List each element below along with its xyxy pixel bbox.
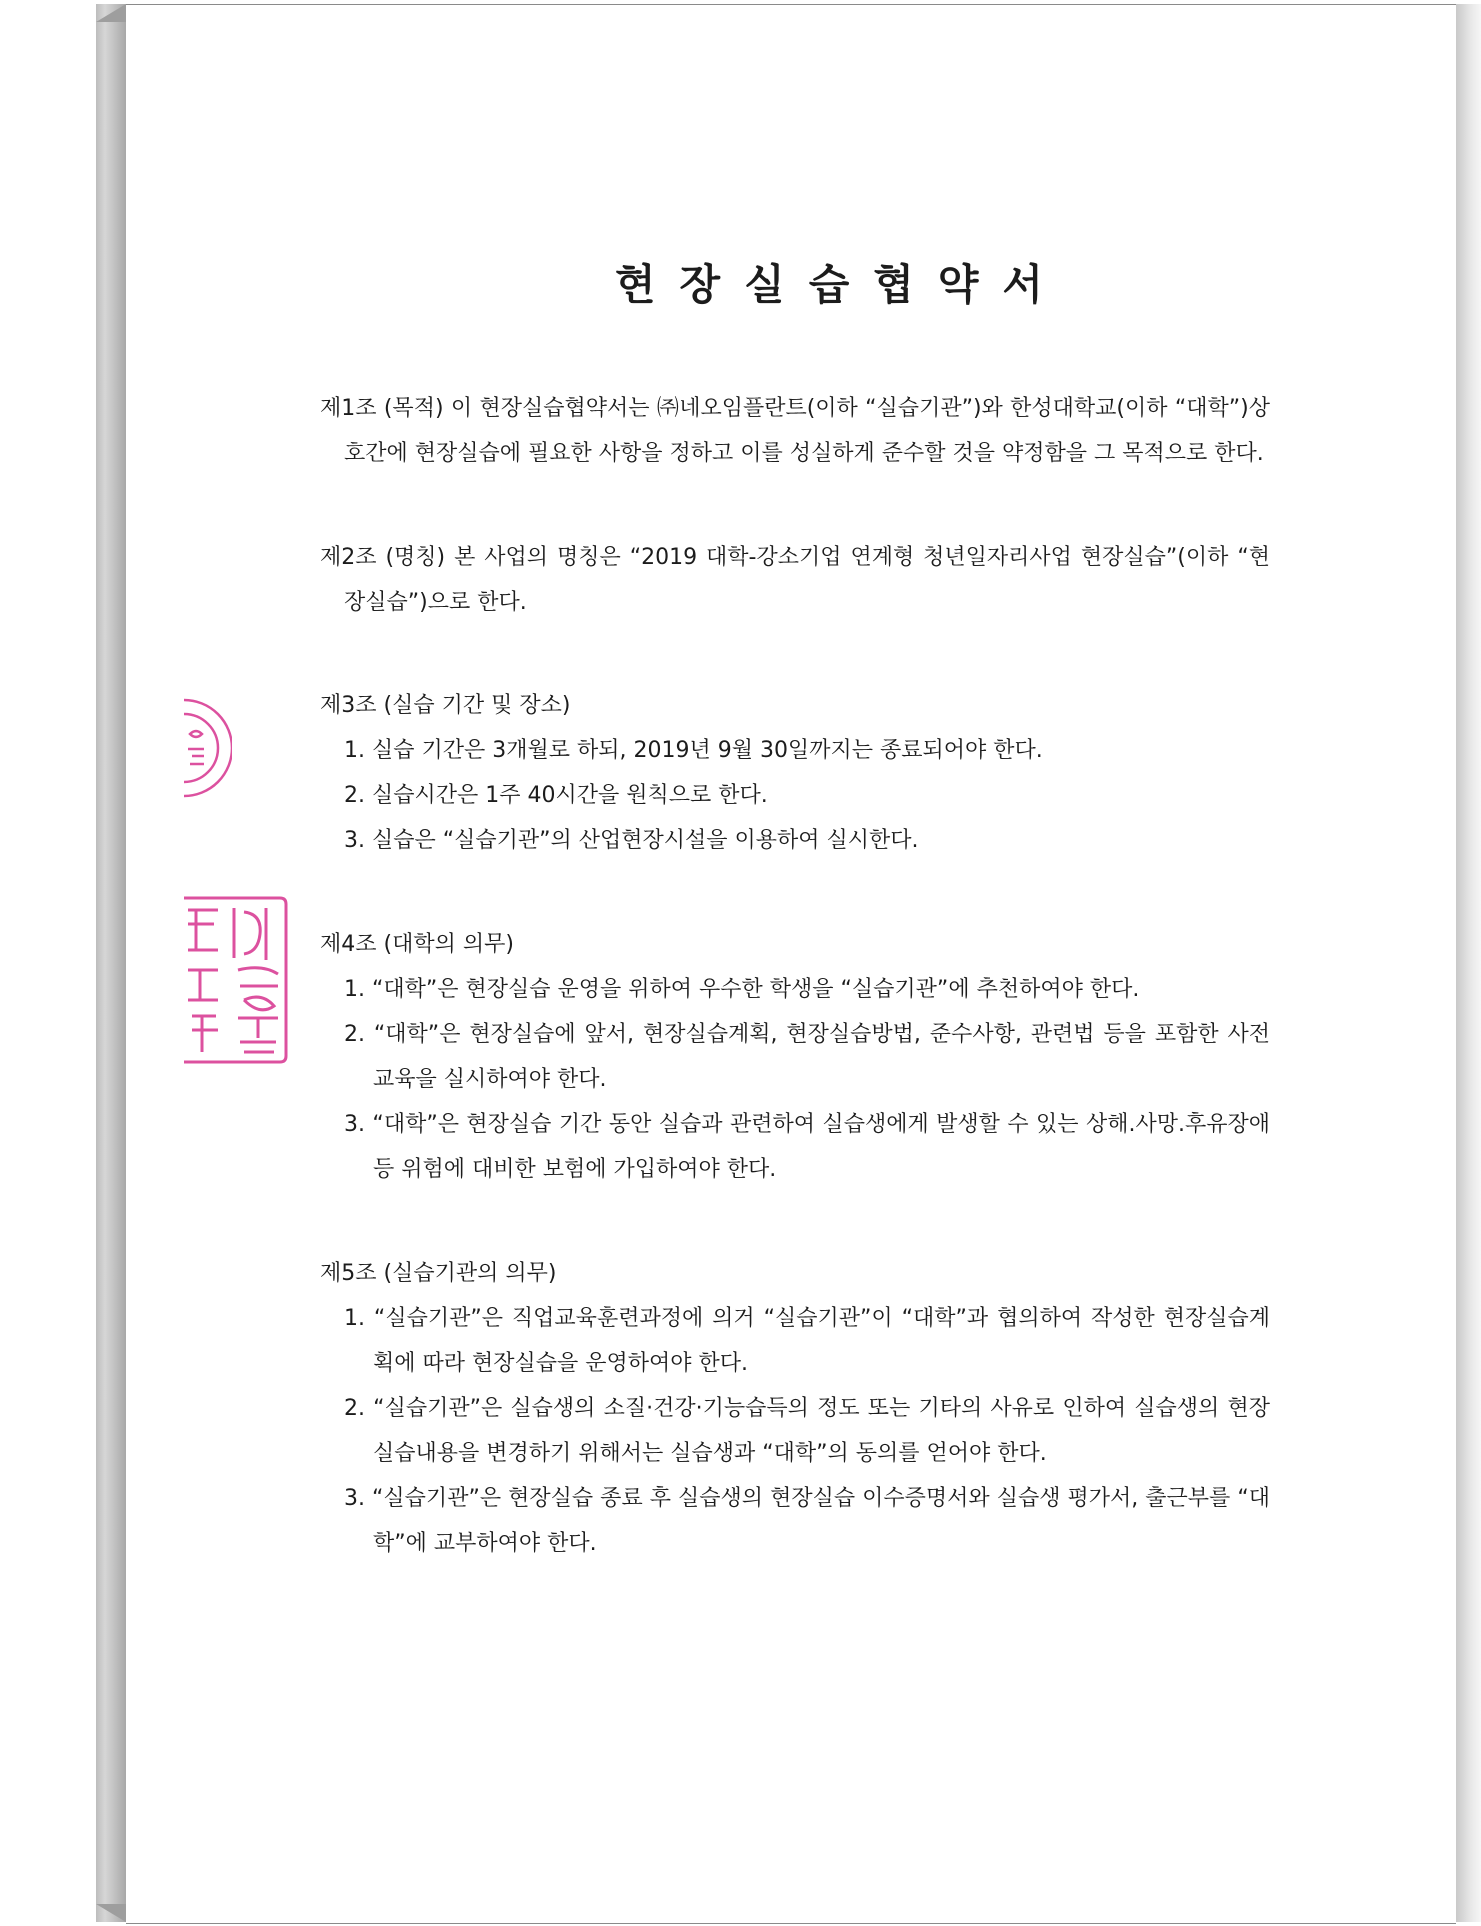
list-item: 1. “실습기관”은 직업교육훈련과정에 의거 “실습기관”이 “대학”과 협의하여 작성한 현장실습계획에 따라 현장실습을 운영하여야 한다.	[344, 1306, 1270, 1376]
list-item: 3. 실습은 “실습기관”의 산업현장시설을 이용하여 실시한다.	[344, 828, 919, 853]
article-3-heading: 제3조 (실습 기간 및 장소)	[320, 693, 571, 718]
article-3	[320, 683, 1270, 863]
list-item: 2. 실습시간은 1주 40시간을 원칙으로 한다.	[344, 783, 768, 808]
article-1	[320, 386, 1270, 476]
list-item: 1. “대학”은 현장실습 운영을 위하여 우수한 학생을 “실습기관”에 추천하여야 한다.	[344, 977, 1140, 1002]
document-title: 현장실습협약서	[614, 260, 1067, 309]
list-item: 1. 실습 기간은 3개월로 하되, 2019년 9월 30일까지는 종료되어야 한다.	[344, 738, 1043, 763]
binding-spine	[96, 4, 126, 1922]
article-4-items	[320, 967, 1270, 1192]
list-item: 2. “대학”은 현장실습에 앞서, 현장실습계획, 현장실습방법, 준수사항, 관련법 등을 포함한 사전 교육을 실시하여야 한다.	[344, 1022, 1270, 1092]
company-seal-icon	[182, 694, 232, 802]
article-5-items	[320, 1296, 1270, 1566]
article-5	[320, 1251, 1270, 1566]
university-seal-icon	[182, 890, 292, 1070]
list-item: 3. “실습기관”은 현장실습 종료 후 실습생의 현장실습 이수증명서와 실습생 평가서, 출근부를 “대학”에 교부하여야 한다.	[344, 1486, 1270, 1556]
article-1-text: 제1조 (목적) 이 현장실습협약서는 ㈜네오임플란트(이하 “실습기관”)와 한성대학교(이하 “대학”)상호간에 현장실습에 필요한 사항을 정하고 이를 성실하게 준수할 것을 약정함을 그 목적으로 한다.	[320, 396, 1270, 466]
article-5-heading: 제5조 (실습기관의 의무)	[320, 1261, 557, 1286]
article-4	[320, 922, 1270, 1192]
article-2-text: 제2조 (명칭) 본 사업의 명칭은 “2019 대학-강소기업 연계형 청년일자리사업 현장실습”(이하 “현장실습”)으로 한다.	[320, 545, 1270, 615]
article-3-items	[320, 728, 1270, 863]
list-item: 3. “대학”은 현장실습 기간 동안 실습과 관련하여 실습생에게 발생할 수 있는 상해.사망.후유장애 등 위험에 대비한 보험에 가입하여야 한다.	[344, 1112, 1270, 1182]
article-2	[320, 535, 1270, 625]
article-4-heading: 제4조 (대학의 의무)	[320, 932, 514, 957]
document-body	[320, 386, 1270, 1566]
page-edge-shadow	[1456, 4, 1481, 1922]
list-item: 2. “실습기관”은 실습생의 소질·건강·기능습득의 정도 또는 기타의 사유로 인하여 실습생의 현장실습내용을 변경하기 위해서는 실습생과 “대학”의 동의를 얻어야 한다.	[344, 1396, 1270, 1466]
